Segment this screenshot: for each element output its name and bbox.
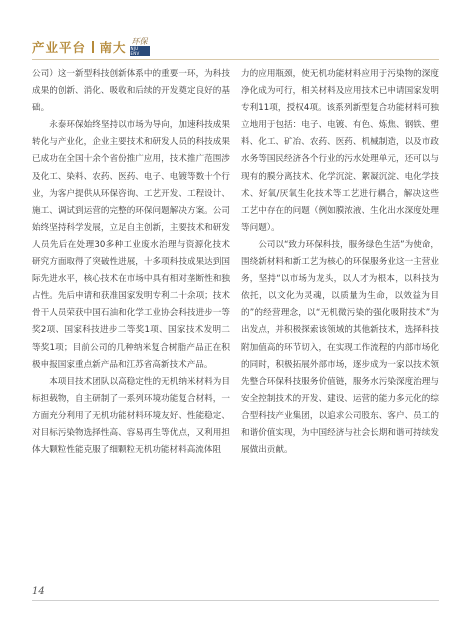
paragraph: 永泰环保始终坚持以市场为导向，加速科技成果转化与产业化，企业主要技术和研发人员的科技成果已成功在全国十余个省份推广应用，技术推广范围涉及化工、染料、农药、医药、电子、电镀等数十个行业，为客户提供从环保咨询、工艺开发、工程设计、施工、调试到运营的完整的环保问题解决方案。公司始终坚持科学发展，立足自主创新，主要技术和研发人员先后在处理30多种工业废水治理与资源化技术研究方面取得了突破性进展，十多项科技成果达到国际先进水平，核心技术在市场中具有相对垄断性和独占性。先后申请和获准国家发明专利二十余项；技术骨干人员荣获中国石油和化学工业协会科技进步一等奖2项、国家科技进步二等奖1项、国家技术发明二等奖1项；目前公司的几种纳米复合树脂产品正在积极申报国家重点新产品和江苏省高新技术产品。 — [32, 120, 230, 370]
right-column — [241, 66, 439, 546]
logo-subtext: NJU ENV — [130, 46, 150, 56]
left-column — [32, 66, 230, 546]
section-title: 产业平台 — [32, 40, 87, 55]
brand-logo-icon — [130, 37, 150, 56]
header-rule — [32, 59, 439, 60]
paragraph: 公司）这一新型科技创新体系中的重要一环，为科技成果的创新、消化、吸收和后续的开发奠定良好的基础。 — [32, 69, 230, 114]
brand-name: 南大 — [99, 40, 127, 55]
paragraph: 公司以“致力环保科技，服务绿色生活”为使命，围绕新材料和新工艺为核心的环保服务业这一主营业务，坚持“以市场为龙头，以人才为根本，以科技为依托，以文化为灵魂，以质量为生命，以效益为目的”的经营理念，以“无机微污染的强化吸附技术”为出发点，并积极探索该领域的其他新技术，选择科技附加值高的环节切入，在实现工作流程的内部市场化的同时，积极拓展外部市场，逐步成为一家以技术领先整合环保科技服务价值链，服务水污染深度治理与安全控制技术的开发、建设、运营的能力多元化的综合型科技产业集团，以追求公司股东、客户、员工的和谐价值实现，为中国经济与社会长期和谐可持续发展做出贡献。 — [241, 239, 439, 456]
footer-rule — [32, 600, 439, 601]
header-divider — [92, 41, 94, 53]
paragraph: 力的应用瓶颈，使无机功能材料应用于污染物的深度净化成为可行，相关材料及应用技术已申请国家发明专利11项，授权4项。该系列新型复合功能材料可独立地用于包括：电子、电镀、有色、炼焦、钢铁、塑料、化工、矿冶、农药、医药、机械制造，以及市政水务等国民经济各个行业的污水处理单元，还可以与现有的膜分离技术、化学沉淀、絮凝沉淀、电化学技术、好氧/厌氧生化技术等工艺进行耦合，解决这些工艺中存在的问题（例如膜浓液、生化出水深度处理等问题）。 — [241, 69, 439, 233]
page-header — [32, 38, 150, 56]
article-body — [32, 66, 439, 546]
page-number: 14 — [32, 586, 45, 597]
paragraph: 本项目技术团队以高稳定性的无机纳米材料为目标担载物，自主研制了一系列环境功能复合材料，一方面充分利用了无机功能材料环境友好、性能稳定、对目标污染物选择性高、容易再生等优点，又利用担体大颗粒性能克服了细颗粒无机功能材料高流体阻 — [32, 376, 230, 456]
logo-text: 环保 — [131, 37, 148, 46]
